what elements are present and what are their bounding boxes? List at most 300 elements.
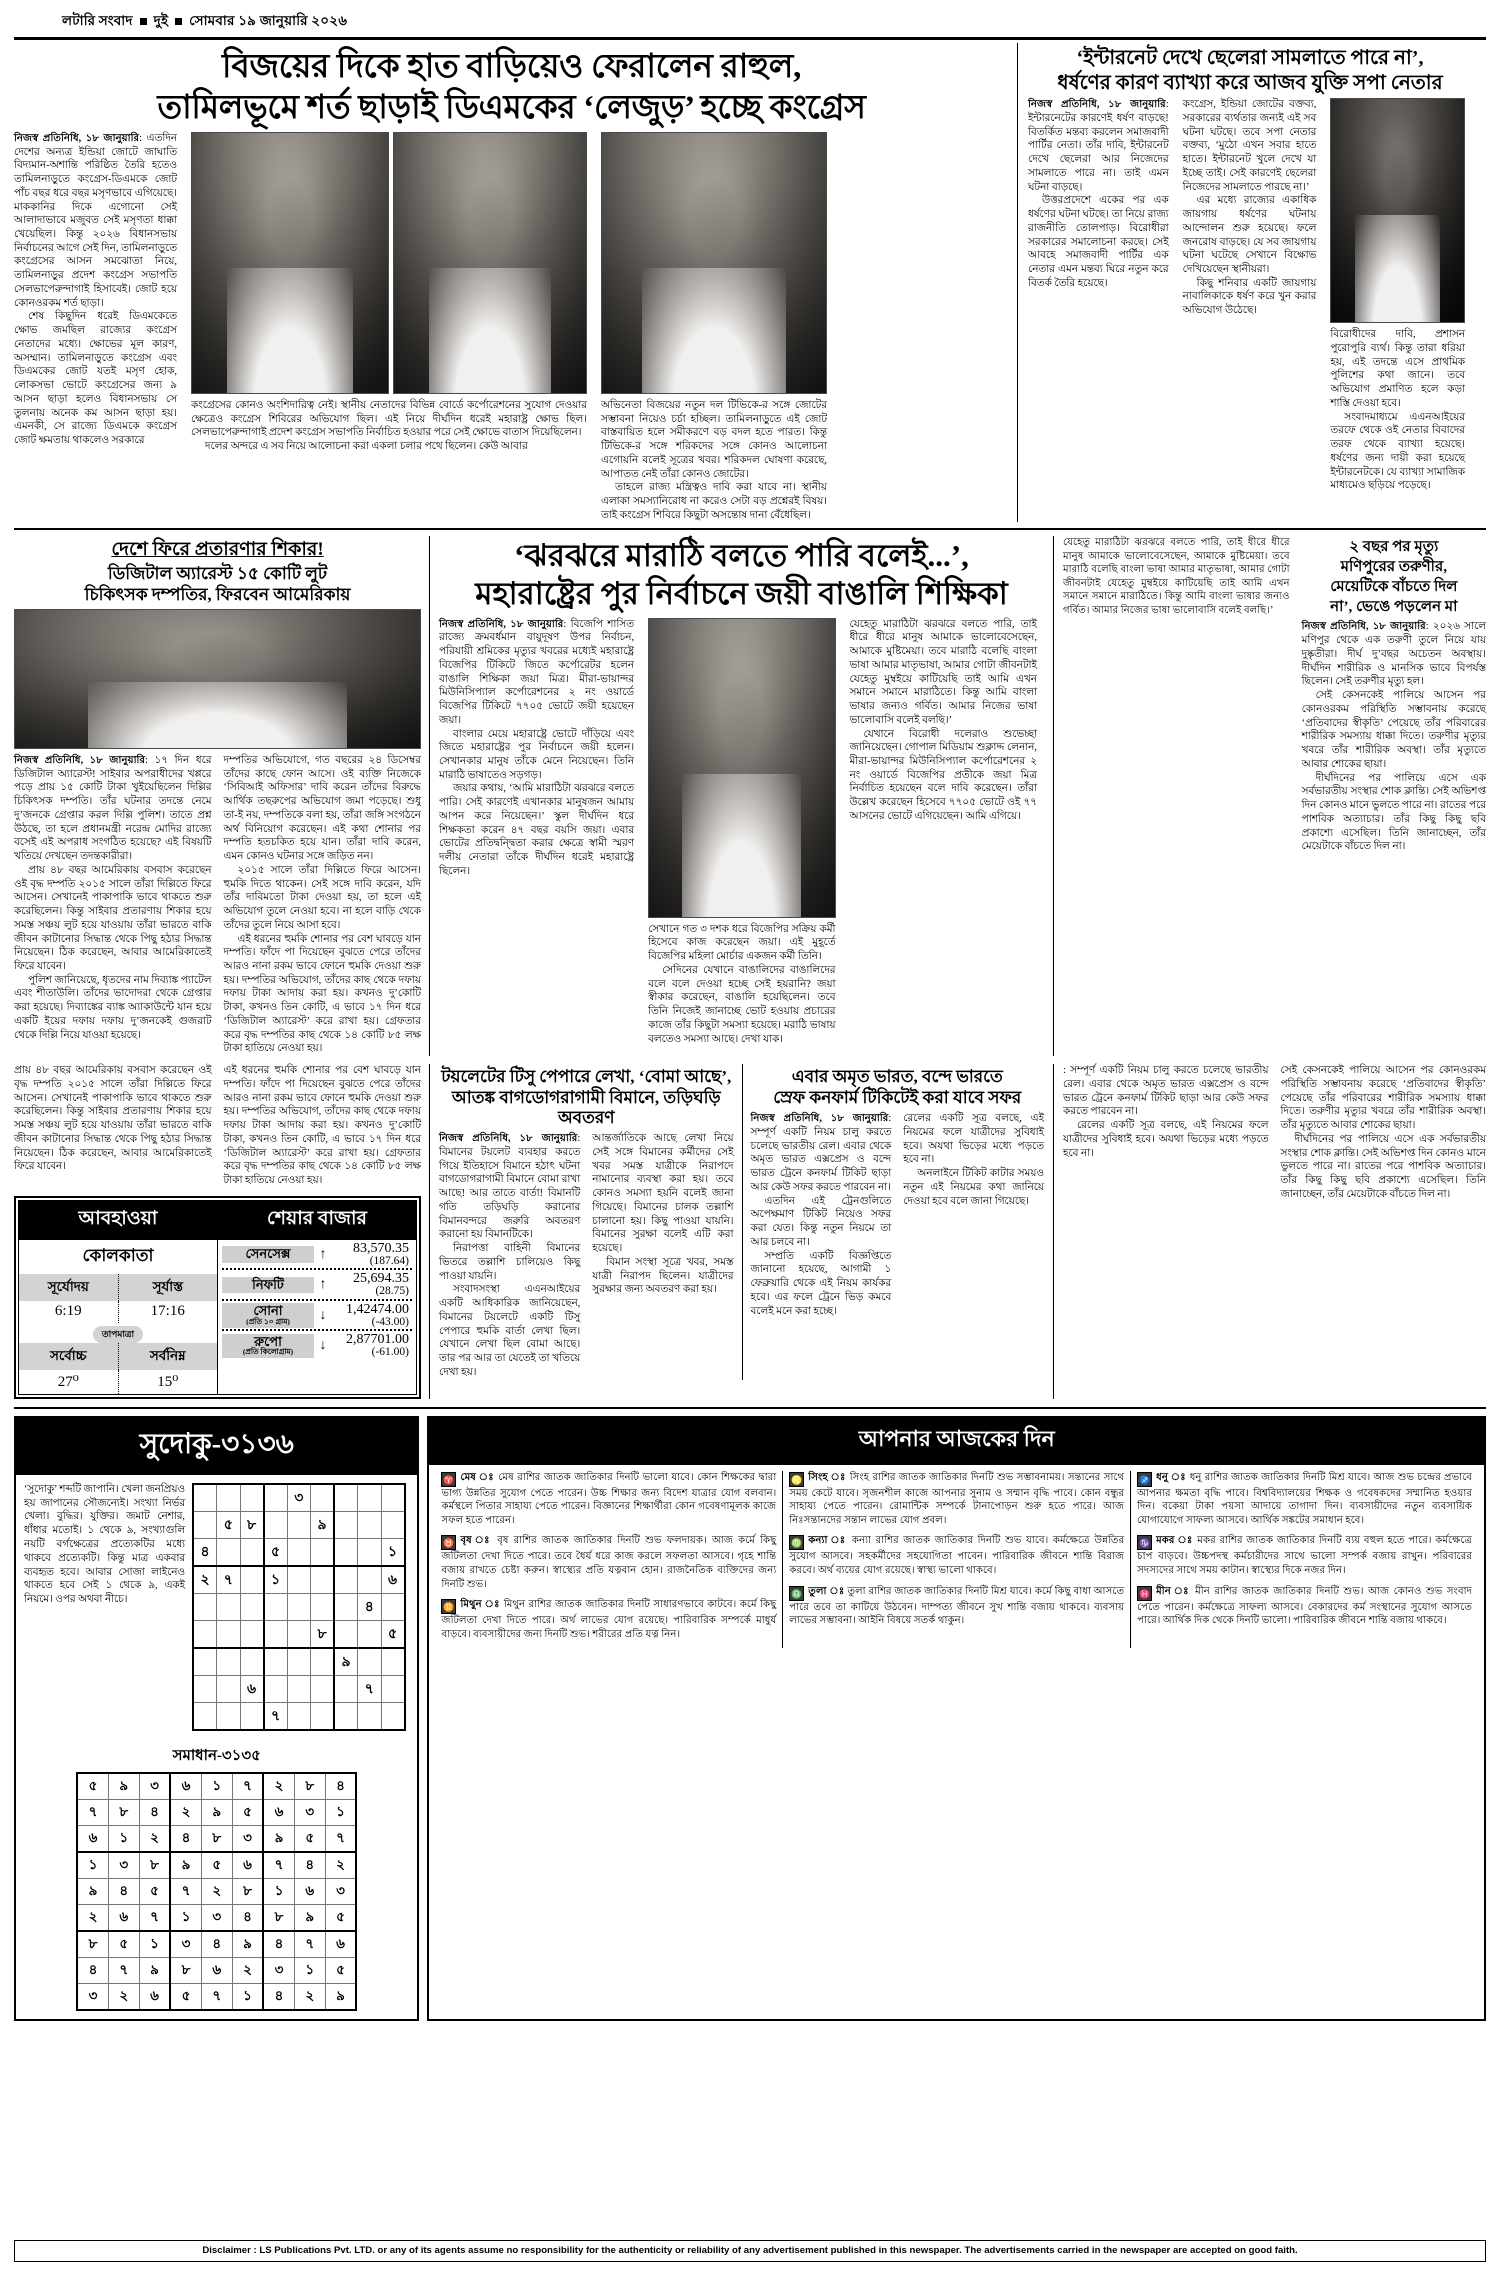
sudoku-solution-title: সমাধান-৩১৩৫ xyxy=(172,1747,261,1764)
sudoku-solution-cell: ৩ xyxy=(232,1825,263,1852)
lower-stories-band xyxy=(14,1064,1486,1399)
sudoku-puzzle-row xyxy=(193,1484,405,1512)
sudoku-solution-row xyxy=(77,1983,356,2010)
horoscope-columns xyxy=(429,1465,1484,1653)
top-right-photo-sp-leader xyxy=(1330,98,1465,323)
toilet-headline-line2: আতঙ্ক বাগডোগরাগামী বিমানে, তড়িঘড়ি অবতরণ xyxy=(451,1088,721,1128)
stock-name: সেনসেক্স xyxy=(245,1246,291,1262)
mid-right-headline-line1: ২ বছর পর মৃত্যু xyxy=(1349,539,1439,556)
mr-intro-p1: যেহেতু মারাঠিটা ঝরঝরে বলতে পারি, তাই ধীরে ধীরে মানুষ আমাকে ভালোবেসেছেন, আমাকে মুষ্টিমেয়া। তবে মারাঠি বলেছি বাংলা ভাষা আমার মাতৃভাষা, আমার গোটা জীবনটাই যেহেতু মুম্বইয়ে কাটিয়েছি তাই আমি এখন সমানে সমানে মারাঠিতে। কিন্তু আমি বাংলা ভাষার জন্যও গর্বিত। আমার নিজের ভাষা ভালোবাসি বলেই বলছি।’ xyxy=(1063,537,1290,616)
sudoku-puzzle-cell[interactable] xyxy=(193,1511,217,1538)
sudoku-puzzle-cell[interactable]: ৯ xyxy=(311,1511,335,1538)
sudoku-puzzle-cell[interactable] xyxy=(217,1484,241,1512)
sudoku-puzzle-cell[interactable] xyxy=(311,1538,335,1566)
horoscope-column xyxy=(435,1471,782,1649)
mr-col1-p3: দীর্ঘদিনের পর পালিয়ে এসে এক সর্বভারতীয় সংস্থার শোক ক্লান্তি। সেই অভিশপ্ত দিন কোনও মানে ভুলতে পারে না। রাতের পরে পাশবিক অত্যাচার। তাঁর কিছু কিছু ছবি প্রকাশ্যে এসেছিল। তিনি জানাচ্ছেন, তাঁর মেয়েটাকে বাঁচতে দিল না। xyxy=(1301,772,1486,853)
sudoku-puzzle-cell[interactable] xyxy=(193,1675,217,1702)
lead-col1-p2: শেষ কিছুদিন ধরেই ডিএমকেতে ক্ষোভ জমছিল রাজ্যের কংগ্রেস নেতাদের মধ্যে। ক্ষোভের মূল কারণ, অসম্মান। তামিলনাড়ুতে কংগ্রেস এবং ডিএমকের জোট যতই মসৃণ হোক, লোকসভা ভোটে কংগ্রেসের জন্য ৯ আসন ছাড়া হলেও বিধানসভায় সে তুলনায় অনেক কম আসন ছাড়া হয়। এমনকী, সে রাজ্যে ডিএমকে কংগ্রেস জোট ক্ষমতায় থাকলেও সরকারে xyxy=(14,311,177,447)
lr-col1-p1: : সম্পূর্ণ একটি নিয়ম চালু করতে চলেছে ভারতীয় রেল। এবার থেকে অমৃত ভারত এক্সপ্রেস ও বন্দে ভারত ট্রেনে কনফার্ম টিকিট ছাড়া আর কেউ সফর করতে পারবেন না। xyxy=(1063,1065,1269,1118)
sudoku-solution-cell: ৪ xyxy=(77,1957,108,1983)
masthead-rule xyxy=(14,37,1486,40)
sudoku-puzzle-cell[interactable] xyxy=(193,1648,217,1676)
sudoku-solution-cell: ৩ xyxy=(170,1931,201,1958)
horoscope-sign-name: মিথুন ঃ xyxy=(460,1599,504,1611)
sudoku-solution-cell: ৮ xyxy=(139,1852,170,1879)
sudoku-puzzle-cell[interactable] xyxy=(311,1484,335,1512)
top-right-headline-line2: ধর্ষণের কারণ ব্যাখ্যা করে আজব যুক্তি সপা নেতার xyxy=(1057,71,1443,94)
masthead-date: সোমবার ১৯ জানুয়ারি ২০২৬ xyxy=(189,13,348,28)
top-section xyxy=(14,43,1486,522)
sudoku-solution-cell: ৯ xyxy=(263,1825,294,1852)
sudoku-puzzle-cell[interactable] xyxy=(334,1620,358,1648)
sudoku-puzzle-cell[interactable] xyxy=(193,1593,217,1620)
sunset-label: সূর্যাস্ত xyxy=(118,1274,218,1301)
lr-col2-p2: দীর্ঘদিনের পর পালিয়ে এসে এক সর্বভারতীয় সংস্থার শোক ক্লান্তি। সেই অভিশপ্ত দিন কোনও মানে ভুলতে পারে না। রাতের পরে পাশবিক অত্যাচার। তাঁর কিছু কিছু ছবি প্রকাশ্যে এসেছিল। তিনি জানাচ্ছেন, তাঁর মেয়েটাকে বাঁচতে দিল না। xyxy=(1280,1133,1486,1200)
mid-center-byline: নিজস্ব প্রতিনিধি, ১৮ জানুয়ারি xyxy=(439,618,564,630)
zodiac-মকর-icon: ♑ xyxy=(1137,1535,1152,1550)
stock-value: 25,694.35 xyxy=(353,1271,409,1287)
sudoku-solution-cell: ৪ xyxy=(294,1852,325,1879)
up-arrow-icon: ↑ xyxy=(319,1246,327,1262)
sudoku-puzzle-cell[interactable] xyxy=(381,1675,405,1702)
stock-change: (-61.00) xyxy=(371,1346,409,1359)
sudoku-puzzle-cell[interactable] xyxy=(334,1511,358,1538)
zodiac-বৃষ-icon: ♉ xyxy=(441,1535,456,1550)
square-bullet-icon xyxy=(140,18,147,25)
sudoku-solution-cell: ৬ xyxy=(263,1799,294,1825)
masthead-page-number: দুই xyxy=(153,13,169,28)
weather-city: কোলকাতা xyxy=(82,1245,154,1265)
sudoku-puzzle-cell[interactable]: ৬ xyxy=(381,1566,405,1594)
masthead-paper-name: লটারি সংবাদ xyxy=(62,13,133,28)
horoscope-text: মিথুন রাশির জাতক জাতিকার দিনটি সাধারণভাবে কাটবে। কর্মে কিছু জটিলতা দেখা দিতে পারে। অর্থ লাভের যোগ রয়েছে। পারিবারিক সম্পর্কে মাধুর্য বাড়বে। ব্যবসায়ীদের জন্য দিনটি শুভ। শরীরের প্রতি যত্ন নিন। xyxy=(441,1599,777,1640)
sudoku-puzzle-cell[interactable] xyxy=(193,1702,217,1730)
sudoku-solution-cell: ৯ xyxy=(201,1799,232,1825)
sudoku-puzzle-cell[interactable] xyxy=(240,1538,264,1566)
sudoku-solution-cell: ৬ xyxy=(232,1852,263,1879)
horoscope-text: ধনু রাশির জাতক জাতিকার দিনটি মিশ্র যাবে। আজ শুভ চন্দ্রের প্রভাবে আপনার ক্ষমতা বৃদ্ধি পাবে। বিশ্ববিদ্যালয়ের শিক্ষক ও গবেষকদের সম্মানিত হওয়ার দিন। বকেয়া টাকা পয়সা আদায়ে তাগাদা দিন। ব্যবসায়ীদের নতুন ব্যবসায়িক যোগাযোগে সাফল্য আসবে। আর্থিক সঙ্কটের সমাধান হবে। xyxy=(1137,1471,1472,1526)
masthead xyxy=(14,8,1486,37)
sudoku-puzzle-cell[interactable] xyxy=(264,1620,288,1648)
sudoku-puzzle-cell[interactable] xyxy=(358,1538,382,1566)
sudoku-puzzle-cell[interactable]: ৭ xyxy=(358,1675,382,1702)
stock-name: নিফটি xyxy=(252,1276,284,1292)
sudoku-solution-cell: ৪ xyxy=(263,1931,294,1958)
sudoku-puzzle-cell[interactable] xyxy=(217,1648,241,1676)
sudoku-puzzle-cell[interactable] xyxy=(358,1511,382,1538)
sudoku-puzzle-cell[interactable] xyxy=(264,1675,288,1702)
mid-section xyxy=(14,536,1486,1056)
lead-col3-p2: তাহলে রাজ্য মন্ত্রিত্বও দাবি করা যাবে না। স্থানীয় এলাকা সমস্যানিরোধ না করেও সেটা বড় প্রশ্নেরই বিষয়। তাই কংগ্রেস শিবিরে কিছুটা অসন্তোষ দানা বেঁধেছিল। xyxy=(601,482,827,521)
horoscope-panel xyxy=(427,1416,1486,2021)
sudoku-solution-cell: ৭ xyxy=(170,1878,201,1904)
sudoku-solution-cell: ২ xyxy=(294,1983,325,2010)
tr-col1-p2: উত্তরপ্রদেশে একের পর এক ধর্ষণের ঘটনা ঘটছে। তা নিয়ে রাজ্য রাজনীতি তোলপাড়। বিরোধীরা সরকারের সমালোচনা করছে। সেই আবহে সমাজবাদী পার্টির এক নেতার এমন মন্তব্য ঘিরে নতুন করে বিতর্ক তৈরি হয়েছে। xyxy=(1028,195,1169,289)
sudoku-solution-cell: ৬ xyxy=(139,1983,170,2010)
sudoku-solution-cell: ১ xyxy=(108,1825,139,1852)
sunrise-label: সূর্যোদয় xyxy=(19,1274,118,1301)
mid-right-story xyxy=(1054,536,1486,1056)
sudoku-solution-cell: ৪ xyxy=(232,1904,263,1931)
mid-right-headline-line3: মেয়েটিকে বাঁচতে দিল xyxy=(1330,579,1458,596)
sudoku-solution-row xyxy=(77,1825,356,1852)
sudoku-solution-cell: ১ xyxy=(325,1799,356,1825)
sudoku-solution-cell: ৩ xyxy=(201,1904,232,1931)
sudoku-puzzle-row xyxy=(193,1511,405,1538)
sudoku-puzzle-cell[interactable]: ১ xyxy=(381,1538,405,1566)
sudoku-solution-cell: ১ xyxy=(201,1773,232,1800)
sudoku-panel xyxy=(14,1416,419,2021)
sudoku-solution-cell: ৮ xyxy=(170,1957,201,1983)
stock-row xyxy=(218,1270,416,1299)
bharat-headline-line1: এবার অমৃত ভারত, বন্দে ভারতে xyxy=(791,1067,1003,1087)
sudoku-puzzle-row xyxy=(193,1675,405,1702)
sudoku-puzzle-cell[interactable]: ৪ xyxy=(193,1538,217,1566)
sudoku-puzzle-cell[interactable] xyxy=(217,1620,241,1648)
stock-rows xyxy=(218,1240,416,1360)
horoscope-sign-name: তুলা ঃ xyxy=(808,1585,848,1597)
sudoku-puzzle-cell[interactable] xyxy=(311,1648,335,1676)
sudoku-puzzle-cell[interactable] xyxy=(358,1484,382,1512)
stock-market-box xyxy=(218,1201,416,1394)
weather-box xyxy=(19,1201,218,1394)
sudoku-solution-row xyxy=(77,1957,356,1983)
sudoku-solution-cell: ৮ xyxy=(232,1878,263,1904)
sudoku-solution-cell: ২ xyxy=(170,1799,201,1825)
sudoku-solution-cell: ৭ xyxy=(325,1825,356,1852)
tr-col3-p2: সংবাদমাধ্যমে এএনআইয়ের তরফে থেকে ওই নেতার বিবাদের তরফ থেকে ব্যাখ্যা হয়েছে। ধর্ষণের জন্য দায়ী করা হয়েছে ইন্টারনেটকে। যে ব্যাখ্যা সামাজিক মাধ্যমেও ছড়িয়ে পড়েছে। xyxy=(1330,411,1465,492)
sudoku-solution-cell: ৩ xyxy=(325,1878,356,1904)
up-arrow-icon: ↑ xyxy=(319,1277,327,1292)
sudoku-puzzle-grid[interactable] xyxy=(192,1483,406,1731)
zodiac-মীন-icon: ♓ xyxy=(1137,1586,1152,1601)
tr-col2-p3: কিছু শনিবার একটি জায়গায় নাবালিকাকে ধর্ষণ করে খুন করার অভিযোগ উঠেছে। xyxy=(1182,277,1317,317)
lead-headline-line1: বিজয়ের দিকে হাত বাড়িয়েও ফেরালেন রাহুল, xyxy=(221,49,802,85)
lead-col2-p1: কংগ্রেসের কোনও অংশিদারিত্ব নেই। স্থানীয় নেতাদের বিভিন্ন বোর্ডে কর্পোরেশনের সুযোগ দেওয়ার ক্ষেত্রেও কংগ্রেস শিবিরের অভিযোগ ছিল। এই নিয়ে দীর্ঘদিন ধরেই মহারাষ্ট্র ক্ষোভ ছিল। সেলভাপেরুন্দাগাই প্রদেশ কংগ্রেস সভাপতি নির্বাচিত হওয়ার পরে সেই ক্ষোভে বাতাস দিয়েছিলেন। xyxy=(191,399,587,439)
sudoku-solution-cell: ৭ xyxy=(294,1931,325,1958)
sudoku-solution-cell: ৫ xyxy=(294,1825,325,1852)
sudoku-solution-cell: ৬ xyxy=(108,1904,139,1931)
sudoku-solution-cell: ২ xyxy=(325,1852,356,1879)
toilet-col1-p2: নিরাপত্তা বাহিনী বিমানের ভিতরে তল্লাশি চালিয়েও কিছু পাওয়া যায়নি। xyxy=(439,1243,581,1282)
sudoku-solution-row xyxy=(77,1878,356,1904)
sudoku-solution-cell: ১ xyxy=(170,1904,201,1931)
sudoku-puzzle-cell[interactable] xyxy=(240,1484,264,1512)
sudoku-solution-cell: ৫ xyxy=(325,1957,356,1983)
sudoku-solution-cell: ৯ xyxy=(294,1904,325,1931)
sunset-value: 17:16 xyxy=(118,1301,218,1323)
sudoku-solution-cell: ২ xyxy=(108,1983,139,2010)
zodiac-তুলা-icon: ♎ xyxy=(789,1586,804,1601)
mid-right-headline-line2: মণিপুরের তরুণীর, xyxy=(1340,559,1447,576)
ml-col1-p2: প্রায় ৪৮ বছর আমেরিকায় বসবাস করেছেন ওই বৃদ্ধ দম্পতি ২০১৫ সালে তাঁরা দিল্লিতে ফিরে আসেন। সেখানেই পাকাপাকি ভাবে থাকতে শুরু করেছিলেন। কিন্তু সাইবার প্রতারণায় শিকার হয়ে সমস্ত সঞ্চয় লুট হয়ে যাওয়ায় তাঁরা ভারতে বাকি জীবন কাটানোর সিদ্ধান্ত থেকে পিছু হঠার সিদ্ধান্ত নিয়েছেন। ঠিক করেছেন, আবার আমেরিকাতেই ফিরে যাবেন। xyxy=(14,864,212,972)
toilet-story xyxy=(439,1064,742,1379)
sudoku-puzzle-cell[interactable] xyxy=(287,1511,311,1538)
horoscope-sign-name: বৃষ ঃ xyxy=(460,1535,498,1547)
sudoku-solution-cell: ২ xyxy=(201,1878,232,1904)
sudoku-solution-cell: ৭ xyxy=(139,1904,170,1931)
sudoku-puzzle-cell[interactable]: ৫ xyxy=(264,1538,288,1566)
info-boxes xyxy=(14,1196,421,1399)
sudoku-title: সুদোকু-৩১৩৬ xyxy=(16,1418,417,1475)
toilet-headline-line1: টয়লেটের টিসু পেপারে লেখা, ‘বোমা আছে’, xyxy=(441,1067,732,1087)
sudoku-solution-cell: ৯ xyxy=(325,1983,356,2010)
sudoku-solution-cell: ৭ xyxy=(232,1773,263,1800)
zodiac-মিথুন-icon: ♊ xyxy=(441,1599,456,1614)
lead-story xyxy=(14,43,1017,522)
sudoku-puzzle-cell[interactable] xyxy=(287,1648,311,1676)
sudoku-puzzle-cell[interactable]: ৭ xyxy=(264,1702,288,1730)
horoscope-text: সিংহ রাশির জাতক জাতিকার দিনটি শুভ সম্ভাবনাময়। সন্তানের সাথে সময় কেটে যাবে। সৃজনশীল কাজে আপনার সুনাম ও সম্মান বৃদ্ধি পাবে। কোন বন্ধুর সাহায্য পেতে পারেন। রোমান্টিক সম্পর্কে টানাপোড়ন শুরু হতে পারে। আজ নিঃসন্তানদের সন্তান লাভের যোগ প্রবল। xyxy=(789,1471,1125,1526)
max-temp-label: সর্বোচ্চ xyxy=(19,1343,118,1370)
toilet-col1-p3: সংবাদসংস্থা এএনআইয়ের একটি আধিকারিক জানিয়েছেন, বিমানের টয়লেটে একটি টিসু পেপারে হুমকি বার্তা লেখা ছিল। যেখানে লেখা ছিল বোমা আছে। তার পর আর তা যেতেই তা খতিয়ে দেখা হয়। xyxy=(439,1284,581,1378)
sudoku-puzzle-cell[interactable] xyxy=(358,1648,382,1676)
stock-row xyxy=(218,1331,416,1360)
sudoku-solution-cell: ১ xyxy=(232,1983,263,2010)
mid-left-kicker: দেশে ফিরে প্রতারণার শিকার! xyxy=(111,539,324,561)
mid-center-story xyxy=(429,536,1054,1056)
sudoku-puzzle-cell[interactable]: ৩ xyxy=(287,1484,311,1512)
sudoku-solution-cell: ২ xyxy=(77,1904,108,1931)
mc-col2-p2: সেদিনের যেখানে বাঙালিদের বাঙালিদের বলে বলে দেওয়া হচ্ছে সেই হয়রানি? জয়া স্বীকার করেছেন, বাঙালি হয়েছিলেন। তবে তিনি নিজেই জানাচ্ছে ভোট হওয়ায় প্রচারের কাজে তাঁর কিছুটা সমস্যা হয়েছে। মরাঠি ভাষায় বলতেও সমস্যা আছে। দেখা যাক। xyxy=(648,964,836,1045)
sudoku-puzzle-cell[interactable] xyxy=(240,1620,264,1648)
mc-col1-p1: : বিজেপি শাসিত রাজ্যে ক্রমবর্ধমান বায়ুদূষণ উপর নির্বাচন, পরিযায়ী শ্রমিকের মৃত্যুর খবরের মধ্যেই মহারাষ্ট্রে বিজেপির টিকিটে জিতে কর্পোরেটর হলেন বাঙালি শিক্ষিকা জয়া মিত্র। মীরা-ভায়ান্দর মিউনিসিপ্যাল কর্পোরেশনের ২ নং ওয়ার্ডে বিজেপির টিকিটে ৭৭০৫ ভোটে জয়ী হয়েছেন জয়া। xyxy=(439,618,635,726)
horoscope-sign-name: মেষ ঃ xyxy=(460,1471,499,1483)
sudoku-solution-cell: ৯ xyxy=(232,1931,263,1958)
sudoku-puzzle-cell[interactable] xyxy=(334,1593,358,1620)
sudoku-puzzle-cell[interactable] xyxy=(287,1566,311,1594)
ml-cont-1: প্রায় ৪৮ বছর আমেরিকায় বসবাস করেছেন ওই বৃদ্ধ দম্পতি ২০১৫ সালে তাঁরা দিল্লিতে ফিরে আসেন। সেখানেই পাকাপাকি ভাবে থাকতে শুরু করেছিলেন। কিন্তু সাইবার প্রতারণায় শিকার হয়ে সমস্ত সঞ্চয় লুট হয়ে যাওয়ায় তাঁরা ভারতে বাকি জীবন কাটানোর সিদ্ধান্ত থেকে পিছু হঠার সিদ্ধান্ত নিয়েছেন। ঠিক করেছেন, আবার আমেরিকাতেই ফিরে যাবেন। xyxy=(14,1065,212,1173)
sudoku-solution-cell: ৪ xyxy=(201,1931,232,1958)
bharat-col1-p3: সম্প্রতি একটি বিজ্ঞপ্তিতে জানানো হয়েছে, আগামী ১ ফেব্রুয়ারি থেকে এই নিয়ম কার্যকর হবে। এর ফলে ট্রেনে ভিড় কমবে বলেই মনে করা হচ্ছে। xyxy=(750,1250,892,1317)
ml-col2-p1: দম্পতির অভিযোগে, গত বছরের ২৪ ডিসেম্বর তাঁদের কাছে ফোন আসে। ওই ব্যক্তি নিজেকে ‘সিবিআই অফিসার’ দাবি করেন তাঁদের বিরুদ্ধে আর্থিক তছরুপের অভিযোগ জমা পড়েছে। শুধু তা-ই নয়, দম্পতিকে বলা হয়, তাঁরা জঙ্গি সংগঠনে অর্থ বিনিয়োগ করেছেন। এই কথা শোনার পর দম্পতি হতচকিত হয়ে যান। তাঁরা দাবি করেন, এমন কোনও ঘটনার সঙ্গে জড়িত নন। xyxy=(223,754,421,863)
mc-col2-p1: সেখানে গত ৩ দশক ধরে বিজেপির সক্রিয় কর্মী হিসেবে কাজ করেছেন জয়া। এই মুহূর্তে বিজেপির মহিলা মোর্চার একজন কর্মী তিনি। xyxy=(648,923,836,963)
zodiac-সিংহ-icon: ♌ xyxy=(789,1472,804,1487)
sudoku-solution-cell: ৫ xyxy=(139,1878,170,1904)
sudoku-solution-cell: ৩ xyxy=(77,1983,108,2010)
stock-change: (187.64) xyxy=(369,1254,409,1267)
sudoku-puzzle-cell[interactable]: ৫ xyxy=(381,1620,405,1648)
ml-col1-p3: পুলিশ জানিয়েছে, ধৃতদের নাম দিব্যাঙ্ক প্যাটেল এবং শীতাউলি। তাঁদের ভাদোদরা থেকে গ্রেপ্তার করা হয়েছে। দিব্যাঙ্কের ব্যাঙ্ক অ্যাকাউন্টে যান হয়ে একটি ইয়ের দফায় দফায় দু’জনকেই গুজরাট থেকে দিল্লি নিয়ে যাওয়া হয়েছে। xyxy=(14,974,212,1041)
bharat-col1-p1: : সম্পূর্ণ একটি নিয়ম চালু করতে চলেছে ভারতীয় রেল। এবার থেকে অমৃত ভারত এক্সপ্রেস ও বন্দে ভারত ট্রেনে কনফার্ম টিকিট ছাড়া আর কেউ সফর করতে পারবেন না। xyxy=(750,1113,892,1193)
sudoku-solution-cell: ৩ xyxy=(108,1852,139,1879)
stock-name: সোনা xyxy=(253,1303,283,1319)
sudoku-puzzle-cell[interactable] xyxy=(287,1675,311,1702)
sudoku-puzzle-cell[interactable] xyxy=(287,1702,311,1730)
section-rule-1 xyxy=(14,528,1486,530)
horoscope-sign-name: মকর ঃ xyxy=(1156,1535,1198,1547)
sudoku-solution-cell: ১ xyxy=(294,1957,325,1983)
sudoku-solution-cell: ৬ xyxy=(201,1957,232,1983)
sudoku-solution-cell: ৪ xyxy=(108,1878,139,1904)
bharat-col2-p2: অনলাইনে টিকিট কাটার সময়ও নতুন এই নিয়মের কথা জানিয়ে দেওয়া হবে বলে জানা গিয়েছে। xyxy=(903,1168,1044,1207)
tr-col1-p1: : ইন্টারনেটের কারণেই ধর্ষণ বাড়ছে! বিতর্কিত মন্তব্য করলেন সমাজবাদী পার্টির নেতা। তাঁর দাবি, ইন্টারনেট দেখে ছেলেরা আর নিজেদের সামলাতে পারে না। তাই এমন ঘটনা বাড়ছে। xyxy=(1028,99,1169,193)
sudoku-solution-cell: ৯ xyxy=(108,1773,139,1800)
sudoku-puzzle-cell[interactable] xyxy=(381,1702,405,1730)
zodiac-ধনু-icon: ♐ xyxy=(1137,1472,1152,1487)
square-bullet-icon xyxy=(175,18,182,25)
sudoku-solution-cell: ৫ xyxy=(170,1983,201,2010)
sudoku-puzzle-cell[interactable] xyxy=(334,1702,358,1730)
sudoku-puzzle-cell[interactable]: ৯ xyxy=(334,1648,358,1676)
sudoku-solution-cell: ১ xyxy=(139,1931,170,1958)
min-temp-value: 15⁰ xyxy=(118,1370,218,1394)
ml-col2-p3: এই ধরনের হুমকি শোনার পর বেশ ঘাবড়ে যান দম্পতি। ফাঁদে পা দিয়েছেন বুঝতে পেরে তাঁদের আরও নানা রকম ভাবে ফোনে হুমকি দেওয়া শুরু হয়। দম্পতির অভিযোগ, তাঁদের কাছ থেকে দফায় দফায় টাকা আদায় করা হয়। কখনও দু’কোটি টাকা, কখনও তিন কোটি, এ ভাবে ১৭ দিন ধরে ‘ডিজিটাল অ্যারেস্ট’ করে রাখা হয়। গ্রেফতার করে বৃদ্ধ দম্পতির কাছ থেকে ১৪ কোটি ৮৫ লক্ষ টাকা হাতিয়ে নেওয়া হয়। xyxy=(223,933,421,1055)
mid-left-headline-line1: ডিজিটাল অ্যারেস্ট ১৫ কোটি লুট xyxy=(107,563,328,583)
sudoku-puzzle-cell[interactable] xyxy=(193,1620,217,1648)
sudoku-puzzle-cell[interactable]: ৭ xyxy=(217,1566,241,1594)
lower-right-continued xyxy=(1054,1064,1486,1399)
sudoku-solution-cell: ৪ xyxy=(325,1773,356,1800)
sudoku-puzzle-cell[interactable] xyxy=(358,1702,382,1730)
sudoku-puzzle-cell[interactable] xyxy=(334,1538,358,1566)
sudoku-solution-row xyxy=(77,1799,356,1825)
stock-value: 2,87701.00 xyxy=(346,1332,409,1348)
horoscope-item xyxy=(441,1471,776,1528)
sudoku-puzzle-cell[interactable] xyxy=(358,1566,382,1594)
horoscope-text: মেষ রাশির জাতক জাতিকার দিনটি ভালো যাবে। কোন শিক্ষকের দ্বারা ভাগ্য উন্নতির সুযোগ পেতে পারেন। উচ্চ শিক্ষার জন্য বিদেশ যাত্রার যোগ বলবান। কর্মস্থলে পিতার সাহায্য পেতে পারেন। বিজ্ঞানের শিক্ষার্থীরা কোন গবেষণামূলক কাজে সফল হতে পারেন। xyxy=(441,1471,777,1526)
horoscope-sign-name: ধনু ঃ xyxy=(1156,1471,1190,1483)
sudoku-solution-cell: ১ xyxy=(77,1852,108,1879)
horoscope-item xyxy=(1137,1471,1472,1528)
lead-col2-p2: দলের অন্দরে এ সব নিয়ে আলোচনা করা একলা চলার পথে ছিলেন। কেউ আবার xyxy=(205,441,528,453)
sudoku-solution-cell: ৬ xyxy=(294,1878,325,1904)
lr-col2-p1: সেই কেসনকেই পালিয়ে আসেন পর কোনওরকম পরিস্থিতি সম্ভাবনায় করেছে ‘প্রতিবাদের স্বীকৃতি’ পেয়েছে তাঁর পরিবারের শারীরিক সমস্যায় ধাক্কা দিতে। তরুণীর মৃত্যুর খবরে তাঁর শারীরিক অবস্থা। তাঁর মৃত্যুতে আবার শোকের ছায়া। xyxy=(1280,1065,1486,1132)
sudoku-puzzle-cell[interactable] xyxy=(334,1675,358,1702)
horoscope-text: মীন রাশির জাতক জাতিকার দিনটি শুভ। আজ কোনও শুভ সংবাদ পেতে পারেন। কর্মক্ষেত্রে সাফল্য আসবে। বেকারদের কর্ম সংস্থানের সুযোগ আসতে পারে। আর্থিক দিক থেকে দিনটি ভালো। পারিবারিক জীবনে শান্তি বজায় থাকবে। xyxy=(1137,1585,1472,1627)
sudoku-puzzle-cell[interactable] xyxy=(334,1566,358,1594)
horoscope-text: বৃষ রাশির জাতক জাতিকার দিনটি শুভ ফলদায়ক। আজ কর্মে কিছু জটিলতা দেখা দিতে পারে। তবে ধৈর্য ধরে কাজ করলে সফলতা আসবে। গৃহে শান্তি বজায় রাখতে চেষ্টা করুন। স্বাস্থ্যের প্রতি যত্নবান হোন। রাজনৈতিক ব্যক্তিদের জন্য দিনটি শুভ। xyxy=(441,1535,777,1590)
sudoku-solution-cell: ৪ xyxy=(139,1799,170,1825)
sudoku-solution-cell: ৩ xyxy=(294,1799,325,1825)
sudoku-puzzle-cell[interactable] xyxy=(358,1620,382,1648)
sudoku-puzzle-cell[interactable] xyxy=(264,1648,288,1676)
sudoku-puzzle-cell[interactable] xyxy=(240,1648,264,1676)
mc-col1-p3: জয়ার কথায়, ‘আমি মারাঠিটা ঝরঝরে বলতে পারি। সেই কারণেই এখানকার মানুষজন আমায় আপন করে নিয়েছেন।’ স্কুল দীর্ঘদিন ধরে শিক্ষকতা করেন ৪৭ বছর বয়সি জয়া। এবার ভোটের প্রতিদ্বন্দ্বিতা করার ক্ষেত্রে স্বামী স্মরণ দলীয় নেতারা তাঁকে দীর্ঘদিন ধরেই মহারাষ্ট্রে ছিলেন। xyxy=(439,783,635,877)
sudoku-puzzle-cell[interactable] xyxy=(381,1511,405,1538)
sudoku-solution-cell: ৫ xyxy=(325,1904,356,1931)
sudoku-puzzle-cell[interactable] xyxy=(311,1675,335,1702)
bharat-col2-p1: রেলের একটি সূত্র বলছে, এই নিয়মের ফলে যাত্রীদের সুবিধাই হবে। অযথা ভিড়ের মধ্যে পড়তে হবে না। xyxy=(903,1113,1044,1166)
sudoku-puzzle-cell[interactable] xyxy=(287,1593,311,1620)
down-arrow-icon: ↓ xyxy=(319,1307,327,1323)
sudoku-puzzle-cell[interactable]: ২ xyxy=(193,1566,217,1594)
sudoku-solution-cell: ৩ xyxy=(139,1773,170,1800)
sudoku-puzzle-row xyxy=(193,1593,405,1620)
top-right-headline-line1: ‘ইন্টারনেট দেখে ছেলেরা সামলাতে পারে না’, xyxy=(1076,47,1424,69)
sudoku-puzzle-cell[interactable] xyxy=(311,1702,335,1730)
sudoku-solution-cell: ৮ xyxy=(201,1825,232,1852)
ml-col2-p2: ২০১৫ সালে তাঁরা দিল্লিতে ফিরে আসেন। হুমকি দিতে থাকেন। সেই সঙ্গে দাবি করেন, যদি তাঁর দাবিমতো টাকা দেওয়া হয়, তা হলে এই অভিযোগ তুলে নেওয়া হবে। না হলে বাড়ি থেকে তাঁদের তুলে নিয়ে আসা হবে। xyxy=(223,864,421,931)
sudoku-puzzle-cell[interactable] xyxy=(217,1675,241,1702)
sudoku-puzzle-cell[interactable]: ৮ xyxy=(311,1620,335,1648)
sudoku-puzzle-cell[interactable] xyxy=(217,1593,241,1620)
sudoku-puzzle-cell[interactable] xyxy=(264,1593,288,1620)
sudoku-puzzle-row xyxy=(193,1648,405,1676)
tr-col2-p2: এর মধ্যে রাজ্যের একাধিক জায়গায় ধর্ষণের ঘটনায় আন্দোলন শুরু হয়েছে। ফলে জনরোষ বাড়ছে। যে সব জায়গায় ঘটনা ঘটেছে সেখানে বিক্ষোভ দেখিয়েছেন স্থানীয়রা। xyxy=(1182,195,1317,275)
horoscope-sign-name: সিংহ ঃ xyxy=(808,1471,850,1483)
stock-title: শেয়ার বাজার xyxy=(218,1201,416,1240)
horoscope-column xyxy=(1130,1471,1478,1649)
sudoku-puzzle-cell[interactable]: ৮ xyxy=(240,1511,264,1538)
sudoku-solution-cell: ৬ xyxy=(77,1825,108,1852)
disclaimer: Disclaimer : LS Publications Pvt. LTD. or any of its agents assume no responsibility for the authenticity or reliability of any advertisement published in this newspaper. The advertisements carried in the newspaper are accepted on good faith. xyxy=(14,2240,1486,2262)
horoscope-sign-name: মীন ঃ xyxy=(1156,1585,1196,1597)
sudoku-solution-row xyxy=(77,1852,356,1879)
sunrise-value: 6:19 xyxy=(19,1301,118,1323)
sudoku-solution-cell: ৫ xyxy=(232,1799,263,1825)
section-rule-2 xyxy=(14,1407,1486,1409)
sudoku-puzzle-cell[interactable] xyxy=(311,1593,335,1620)
sudoku-puzzle-cell[interactable]: ১ xyxy=(264,1566,288,1594)
sudoku-puzzle-cell[interactable] xyxy=(217,1538,241,1566)
sudoku-solution-cell: ৪ xyxy=(263,1983,294,2010)
sudoku-puzzle-cell[interactable] xyxy=(240,1566,264,1594)
sudoku-instructions: ‘সুদোকু’ শব্দটি জাপানি। খেলা জনপ্রিয়ও হয় জাপানের সৌজন্যেই। সংখ্যা নির্ভর খেলা। বুদ্ধির। যুক্তির। জমাট নেশার, ধাঁধার মতোই। ১ থেকে ৯, সংখ্যাগুলি নয়টি বর্গক্ষেত্রের প্রত্যেকটির মধ্যে থাকবে প্রত্যেকটি। কিন্তু মাত্র একবার ব্যবহৃত হবে। আবার সোজা লাইনেও থাকতে হবে সেই ১ থেকে ৯, একই নিয়মে। ওপর অথবা নীচে। xyxy=(24,1483,185,1606)
sudoku-puzzle-cell[interactable]: ৫ xyxy=(217,1511,241,1538)
horoscope-item xyxy=(789,1585,1124,1628)
sudoku-puzzle-cell[interactable] xyxy=(264,1484,288,1512)
lead-byline: নিজস্ব প্রতিনিধি, ১৮ জানুয়ারি xyxy=(14,132,140,144)
lead-headline-line2: তামিলভূমে শর্ত ছাড়াই ডিএমকের ‘লেজুড়’ হচ্ছে কংগ্রেস xyxy=(157,89,866,126)
sudoku-solution-cell: ২ xyxy=(232,1957,263,1983)
sudoku-puzzle-cell[interactable] xyxy=(217,1702,241,1730)
tr-col2-p1: কংগ্রেস, ইন্ডিয়া জোটের বক্তব্য, সরকারের ব্যর্থতার জন্যই এই সব ঘটনা ঘটছে। তবে সপা নেতার বক্তব্য, ‘মুঠো এখন সবার হাতে হাতে। ইন্টারনেট খুলে দেখে যা ইচ্ছে তাই। সেই কারণেই ছেলেরা নিজেদের সামলাতে পারছে না।’ xyxy=(1182,99,1317,193)
mr-col1-p1: : ২০২৬ সালে মণিপুর থেকে এক তরুণী তুলে নিয়ে যায় দুষ্কৃতীরা। দীর্ঘ দু’বছর অচেতন অবস্থায়। দীর্ঘদিন শারীরিক ও মানসিক ভাবে বিপর্যস্ত ছিলেন। সেই তরুণীর মৃত্যু হল। xyxy=(1301,621,1486,688)
stock-unit: (প্রতি ১০ গ্রাম) xyxy=(246,1316,290,1326)
sudoku-puzzle-cell[interactable]: ৪ xyxy=(358,1593,382,1620)
zodiac-মেষ-icon: ♈ xyxy=(441,1472,456,1487)
sudoku-solution-cell: ৫ xyxy=(77,1773,108,1800)
stock-row xyxy=(218,1301,416,1330)
mid-center-photo-jaya-mitra xyxy=(648,618,835,918)
top-right-story xyxy=(1017,43,1472,522)
sudoku-puzzle-cell[interactable] xyxy=(381,1593,405,1620)
sudoku-puzzle-cell[interactable] xyxy=(240,1593,264,1620)
sudoku-solution-cell: ৯ xyxy=(170,1852,201,1879)
sudoku-puzzle-cell[interactable] xyxy=(334,1484,358,1512)
horoscope-title: আপনার আজকের দিন xyxy=(429,1418,1484,1465)
bharat-byline: নিজস্ব প্রতিনিধি, ১৮ জানুয়ারি xyxy=(750,1113,889,1125)
sudoku-solution-row xyxy=(77,1931,356,1958)
sudoku-solution-cell: ৬ xyxy=(325,1931,356,1958)
sudoku-puzzle-cell[interactable] xyxy=(381,1484,405,1512)
sudoku-puzzle-cell[interactable]: ৬ xyxy=(240,1675,264,1702)
sudoku-puzzle-cell[interactable] xyxy=(264,1511,288,1538)
horoscope-item xyxy=(789,1534,1124,1577)
sudoku-solution-cell: ৭ xyxy=(263,1852,294,1879)
sudoku-puzzle-cell[interactable] xyxy=(381,1648,405,1676)
sudoku-puzzle-row xyxy=(193,1702,405,1730)
horoscope-item xyxy=(1137,1585,1472,1628)
sudoku-puzzle-cell[interactable] xyxy=(193,1484,217,1512)
mid-right-byline: নিজস্ব প্রতিনিধি, ১৮ জানুয়ারি xyxy=(1301,621,1426,633)
stock-change: (28.75) xyxy=(375,1285,409,1298)
ml-col1-p1: : ১৭ দিন ধরে ডিজিটাল অ্যারেস্ট! সাইবার অপরাধীদের খপ্পরে পড়ে প্রায় ১৫ কোটি টাকা খুইয়েছিলেন দিল্লির চিকিৎসক দম্পতি। তাঁর ঘটনার তদন্তে নেমে দু’জনকে গ্রেপ্তার করল দিল্লি পুলিশ। তাতে প্রশ্ন উঠছে, তা হলে প্রধানমন্ত্রী নরেন্দ্র মোদির রাজ্যে বসেই এই অপরাধ সংগঠিত হয়েছে? এই বিষয়টি খতিয়ে দেখছেন তদন্তকারীরা। xyxy=(14,754,212,863)
toilet-byline: নিজস্ব প্রতিনিধি, ১৮ জানুয়ারি xyxy=(439,1133,578,1145)
sudoku-puzzle-cell[interactable] xyxy=(240,1702,264,1730)
sudoku-solution-cell: ৮ xyxy=(77,1931,108,1958)
sudoku-puzzle-cell[interactable] xyxy=(287,1620,311,1648)
sudoku-puzzle-row xyxy=(193,1566,405,1594)
mc-col1-p2: বাংলার মেয়ে মহারাষ্ট্রে ভোটে দাঁড়িয়ে এবং জিতে মহারাষ্ট্রের পুর নির্বাচনে জয়ী হলেন। সেখানকার মানুষ তাঁকে মেনে নিয়েছেন। তিনি মারাঠি ভাষাতেও সড়গড়। xyxy=(439,728,635,781)
mid-left-story xyxy=(14,536,429,1056)
sudoku-puzzle-cell[interactable] xyxy=(311,1566,335,1594)
sudoku-puzzle-cell[interactable] xyxy=(287,1538,311,1566)
horoscope-item xyxy=(789,1471,1124,1528)
sudoku-solution-cell: ৭ xyxy=(108,1957,139,1983)
lead-photo-vijay xyxy=(191,132,389,394)
